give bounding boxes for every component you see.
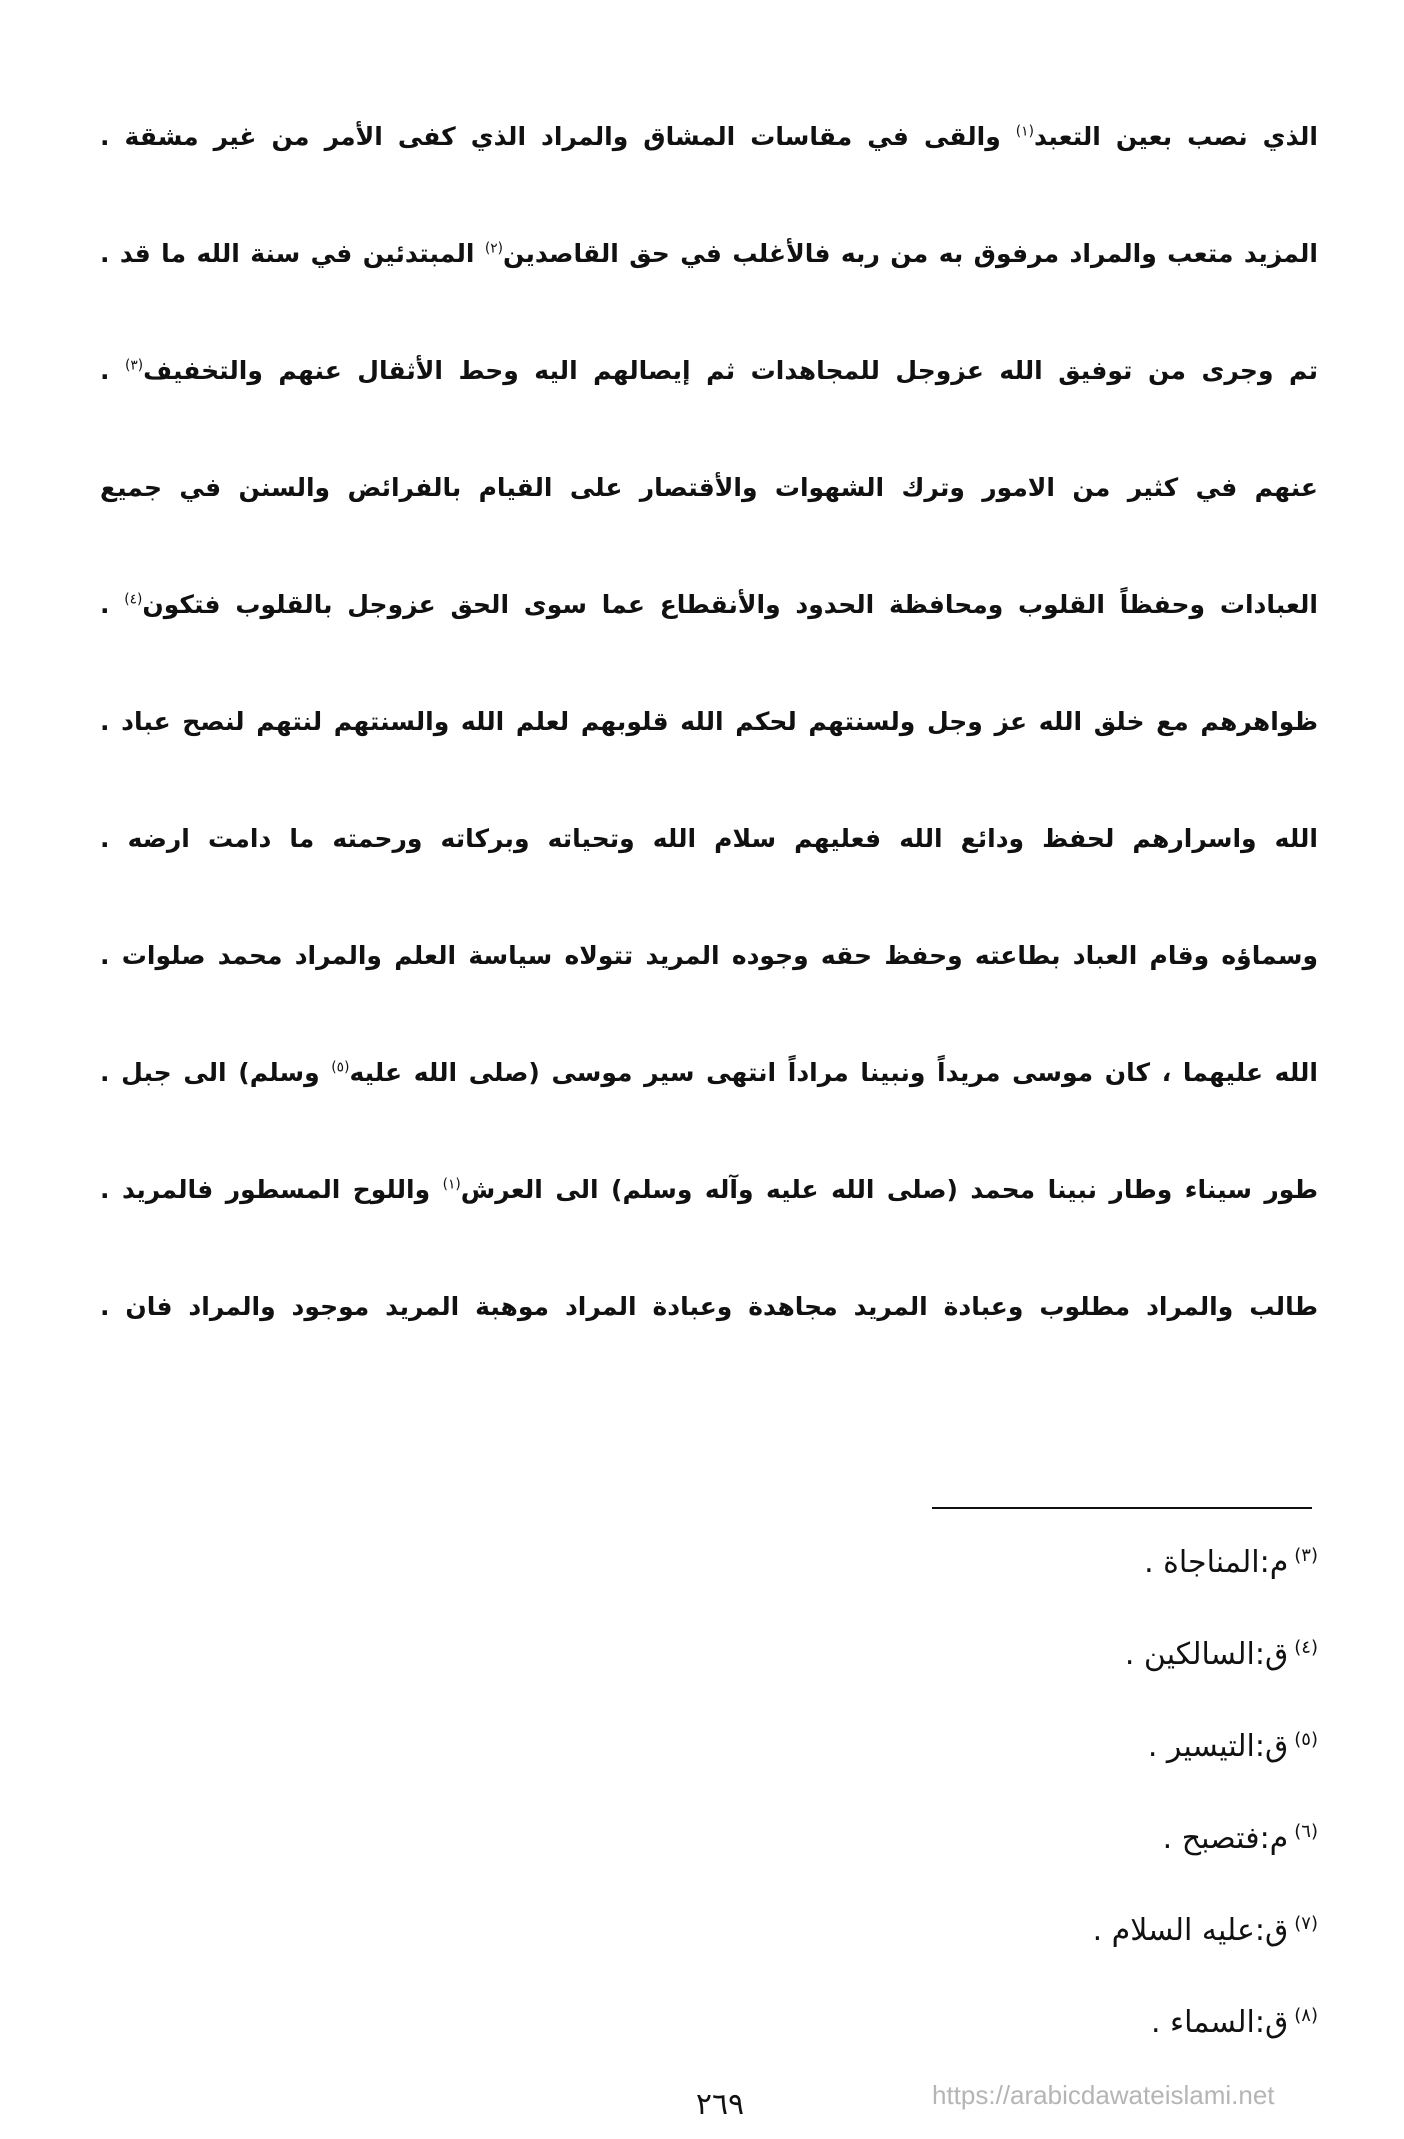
text-segment: طور سيناء وطار نبينا محمد (صلى الله عليه وآله وسلم) الى العرش xyxy=(460,1175,1318,1204)
text-line xyxy=(100,897,1318,1014)
footnote-marker: (٥) xyxy=(331,1059,350,1076)
text-segment: وسلم) الى جبل . xyxy=(100,1058,332,1087)
text-segment: الذي نصب بعين التعبد xyxy=(1033,122,1318,151)
text-segment: المزيد متعب والمراد مرفوق به من ربه فالأغلب في حق القاصدين xyxy=(502,239,1318,268)
body-text xyxy=(100,78,1318,1365)
text-line xyxy=(100,1131,1318,1248)
footnote-marker: (١) xyxy=(442,1176,461,1193)
text-segment: تم وجرى من توفيق الله عزوجل للمجاهدات ثم إيصالهم اليه وحط الأثقال عنهم والتخفيف xyxy=(143,356,1318,385)
text-segment: ظواهرهم مع خلق الله عز وجل ولسنتهم لحكم الله قلوبهم لعلم الله والسنتهم لنتهم لنصح عباد . xyxy=(100,707,1318,736)
footnote-text: ق:التيسير . xyxy=(1147,1729,1289,1764)
footnote-marker: (٤) xyxy=(124,591,143,608)
text-line xyxy=(100,1248,1318,1365)
footnote-marker: (٦) xyxy=(1294,1821,1318,1842)
text-segment: العبادات وحفظاً القلوب ومحافظة الحدود والأنقطاع عما سوى الحق عزوجل بالقلوب فتكون xyxy=(142,590,1318,619)
text-line xyxy=(100,429,1318,546)
footnote-marker: (٥) xyxy=(1294,1729,1318,1750)
watermark: https://arabicdawateislami.net xyxy=(932,2080,1275,2110)
footnote-text: ق:السماء . xyxy=(1150,2005,1289,2040)
footnote-marker: (١) xyxy=(1015,123,1034,140)
text-segment: والقى في مقاسات المشاق والمراد الذي كفى الأمر من غير مشقة . xyxy=(100,122,1016,151)
text-segment: عنهم في كثير من الامور وترك الشهوات والأقتصار على القيام بالفرائض والسنن في جميع xyxy=(100,473,1318,502)
footnote-item xyxy=(618,1793,1318,1885)
footnote-marker: (٤) xyxy=(1294,1637,1318,1658)
text-line xyxy=(100,1014,1318,1131)
footnote-separator xyxy=(932,1507,1312,1509)
text-line xyxy=(100,780,1318,897)
page-number: ٢٦٩ xyxy=(695,2087,745,2122)
text-segment: المبتدئين في سنة الله ما قد . xyxy=(100,239,485,268)
text-line xyxy=(100,312,1318,429)
text-segment: . xyxy=(100,590,125,619)
footnote-item xyxy=(618,1609,1318,1701)
footnote-marker: (٣) xyxy=(125,357,144,374)
footnote-marker: (٨) xyxy=(1294,2005,1318,2026)
text-line xyxy=(100,546,1318,663)
text-line xyxy=(100,663,1318,780)
footnotes xyxy=(618,1517,1318,2069)
footnote-item xyxy=(618,1977,1318,2069)
footnote-text: ق:السالكين . xyxy=(1124,1637,1289,1672)
text-segment: طالب والمراد مطلوب وعبادة المريد مجاهدة وعبادة المراد موهبة المريد موجود والمراد فان . xyxy=(100,1292,1318,1321)
text-segment: الله واسرارهم لحفظ ودائع الله فعليهم سلام الله وتحياته وبركاته ورحمته ما دامت ارضه . xyxy=(100,824,1318,853)
footnote-item xyxy=(618,1885,1318,1977)
footnote-marker: (٣) xyxy=(1294,1545,1318,1566)
footnote-marker: (٢) xyxy=(484,240,503,257)
text-segment: وسماؤه وقام العباد بطاعته وحفظ حقه وجوده المريد تتولاه سياسة العلم والمراد محمد صلوات . xyxy=(100,941,1318,970)
footnote-marker: (٧) xyxy=(1294,1913,1318,1934)
footnote-text: م:فتصبح . xyxy=(1162,1821,1289,1856)
text-segment: . xyxy=(100,356,126,385)
text-segment: واللوح المسطور فالمريد . xyxy=(100,1175,443,1204)
footnote-text: ق:عليه السلام . xyxy=(1092,1913,1289,1948)
text-line xyxy=(100,195,1318,312)
footnote-item xyxy=(618,1517,1318,1609)
footnote-text: م:المناجاة . xyxy=(1144,1545,1289,1580)
text-segment: الله عليهما ، كان موسى مريداً ونبينا مراداً انتهى سير موسى (صلى الله عليه xyxy=(349,1058,1318,1087)
text-line xyxy=(100,78,1318,195)
footnote-item xyxy=(618,1701,1318,1793)
